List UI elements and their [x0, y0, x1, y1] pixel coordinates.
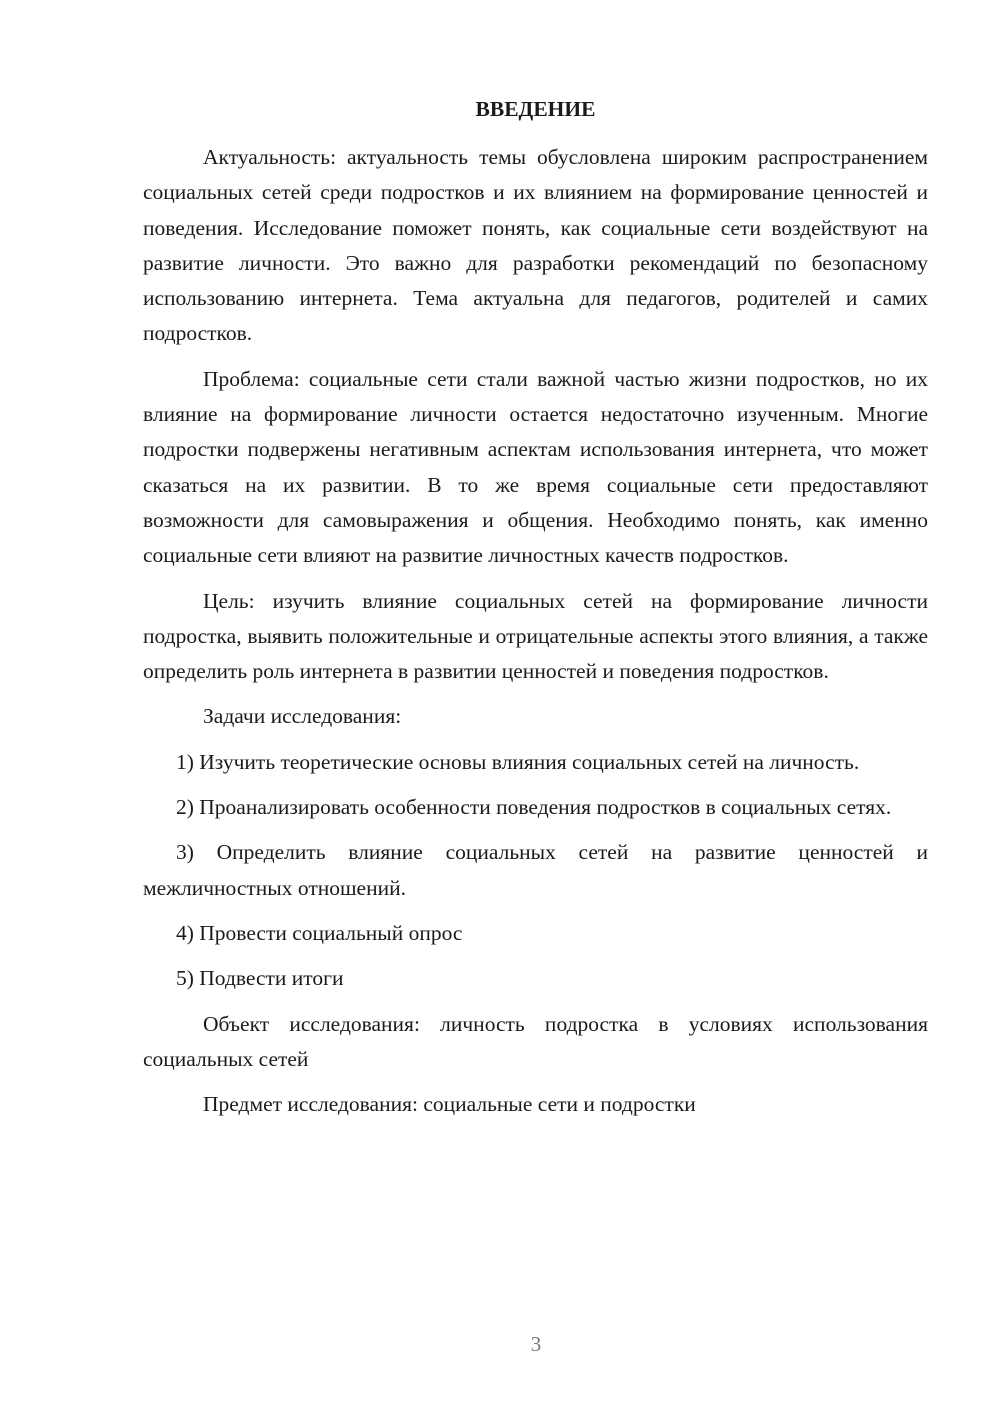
goal-paragraph: Цель: изучить влияние социальных сетей на формирование личности подростка, выявить положительные и отрицательные аспекты этого влияния, а также определить роль интернета в развитии ценностей и поведения подростков. — [143, 588, 928, 684]
research-subject-paragraph: Предмет исследования: социальные сети и подростки — [203, 1092, 696, 1117]
page-number: 3 — [530, 1332, 542, 1356]
task-item-2: 2) Проанализировать особенности поведения подростков в социальных сетях. — [176, 795, 892, 820]
task-item-4: 4) Провести социальный опрос — [176, 920, 463, 945]
document-page — [143, 92, 928, 1132]
section-title: ВВЕДЕНИЕ — [475, 97, 596, 121]
relevance-paragraph: Актуальность: актуальность темы обусловлена широким распространением социальных сетей среди подростков и их влиянием на формирование ценностей и поведения. Исследование поможет понять, как социальные сети воздействуют на развитие личности. Это важно для разработки рекомендаций по безопасному использованию интернета. Тема актуальна для педагогов, родителей и самих подростков. — [143, 145, 928, 346]
research-object-paragraph: Объект исследования: личность подростка в условиях использования социальных сетей — [143, 1011, 928, 1071]
task-item-3: 3) Определить влияние социальных сетей на развитие ценностей и межличностных отношений. — [143, 840, 928, 900]
task-item-1: 1) Изучить теоретические основы влияния социальных сетей на личность. — [176, 749, 860, 774]
problem-paragraph: Проблема: социальные сети стали важной частью жизни подростков, но их влияние на формирование личности остается недостаточно изученным. Многие подростки подвержены негативным аспектам использования интернета, что может сказаться на их развитии. В то же время социальные сети предоставляют возможности для самовыражения и общения. Необходимо понять, как именно социальные сети влияют на развитие личностных качеств подростков. — [143, 366, 928, 568]
task-item-5: 5) Подвести итоги — [176, 966, 344, 991]
tasks-heading: Задачи исследования: — [203, 704, 402, 729]
